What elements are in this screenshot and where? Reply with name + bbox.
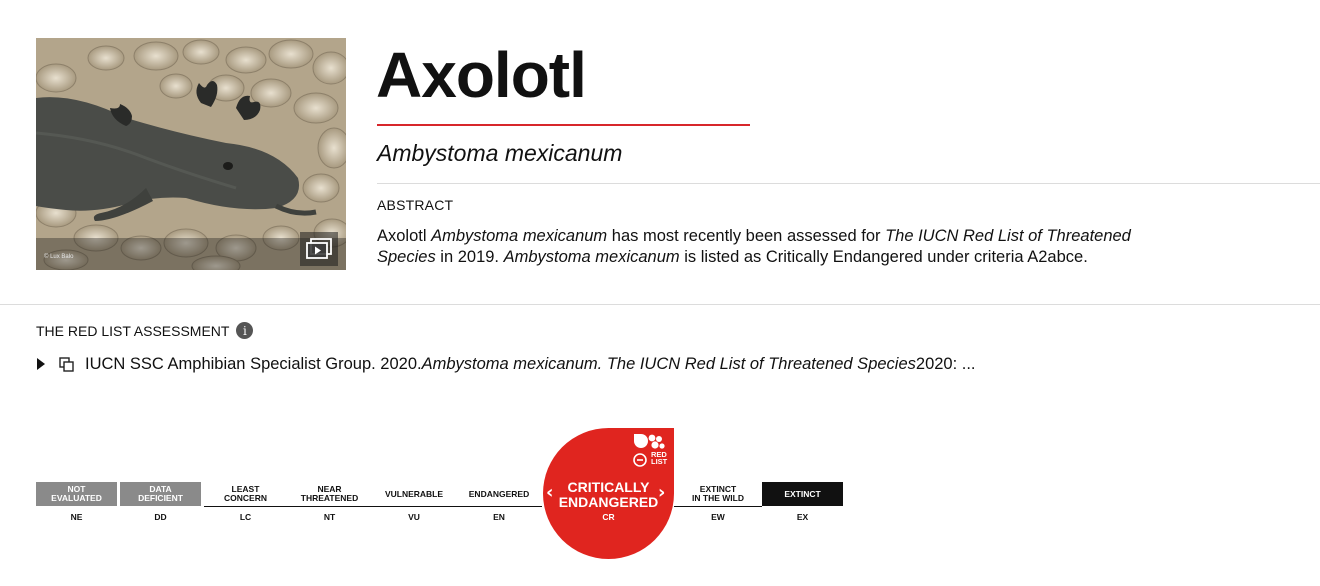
category-label: LEAST	[231, 484, 260, 494]
divider	[377, 183, 1320, 184]
category-abbr-ex: EX	[796, 512, 809, 522]
category-label: THREATENED	[300, 493, 359, 503]
category-label: EXTINCT	[784, 488, 821, 499]
category-label: ENDANGERED	[468, 488, 530, 499]
category-label: DATA	[149, 484, 172, 494]
category-abbr-dd: DD	[154, 512, 167, 522]
abstract-text-2: in 2019.	[435, 248, 504, 266]
category-ew	[674, 482, 762, 507]
category-abbr-ew: EW	[711, 512, 725, 522]
copy-icon[interactable]	[59, 354, 75, 374]
abstract-text-1: has most recently been assessed for	[607, 227, 886, 245]
red-list-logo-line: LIST	[651, 457, 668, 466]
citation-end: 2020: ...	[915, 354, 976, 373]
category-abbr-ne: NE	[70, 512, 83, 522]
info-icon[interactable]: i	[236, 322, 253, 339]
category-ne	[36, 482, 117, 506]
category-label: DEFICIENT	[138, 493, 183, 503]
category-ex	[762, 482, 843, 506]
category-abbr-nt: NT	[323, 512, 336, 522]
category-label: EVALUATED	[51, 493, 102, 503]
citation-italic: Ambystoma mexicanum. The IUCN Red List of Threatened Species	[421, 354, 916, 373]
red-list-logo	[631, 432, 673, 468]
category-vu	[372, 482, 456, 507]
category-label: CONCERN	[224, 493, 267, 503]
section-divider	[0, 304, 1320, 305]
category-abbr-lc: LC	[239, 512, 252, 522]
citation-start: IUCN SSC Amphibian Specialist Group. 2020.	[85, 354, 422, 373]
citation	[36, 354, 976, 374]
page-title: Axolotl	[376, 39, 586, 111]
photo-credit: © Lux Balo	[44, 254, 74, 260]
abstract-text	[377, 226, 1167, 268]
category-nt	[287, 482, 372, 507]
abstract-common: Axolotl	[377, 227, 427, 245]
category-label: CRITICALLY	[567, 479, 650, 495]
assessment-label: THE RED LIST ASSESSMENT	[36, 322, 230, 339]
chevron-right-icon: ›	[658, 482, 666, 503]
expand-triangle-icon[interactable]	[36, 354, 50, 374]
category-dd	[120, 482, 201, 506]
category-label: EXTINCT	[699, 484, 737, 494]
category-abbr-vu: VU	[408, 512, 420, 522]
category-label: ENDANGERED	[558, 494, 659, 510]
abstract-text-3: is listed as Critically Endangered under criteria A2abce.	[679, 248, 1088, 266]
abstract-label: ABSTRACT	[377, 197, 454, 213]
category-abbr-en: EN	[493, 512, 505, 522]
category-label: IN THE WILD	[692, 493, 744, 503]
red-list-logo-line: RED	[651, 450, 667, 459]
abstract-sci-2: Ambystoma mexicanum	[503, 248, 680, 266]
species-photo[interactable]	[36, 38, 346, 270]
title-underline	[377, 124, 750, 126]
category-abbr-cr: CR	[602, 512, 615, 522]
abstract-sci-1: Ambystoma mexicanum	[431, 227, 608, 245]
abstract-list-name: The IUCN Red List of Threatened Species	[377, 227, 1131, 266]
chevron-left-icon: ‹	[546, 482, 554, 503]
category-label: NEAR	[317, 484, 342, 494]
category-lc	[204, 482, 287, 507]
category-cr	[543, 480, 674, 510]
assessment-heading	[36, 322, 253, 339]
scientific-name: Ambystoma mexicanum	[377, 140, 623, 166]
category-en	[456, 482, 542, 507]
category-label: VULNERABLE	[384, 488, 444, 499]
gallery-play-icon[interactable]	[300, 232, 338, 266]
category-label: NOT	[67, 484, 86, 494]
